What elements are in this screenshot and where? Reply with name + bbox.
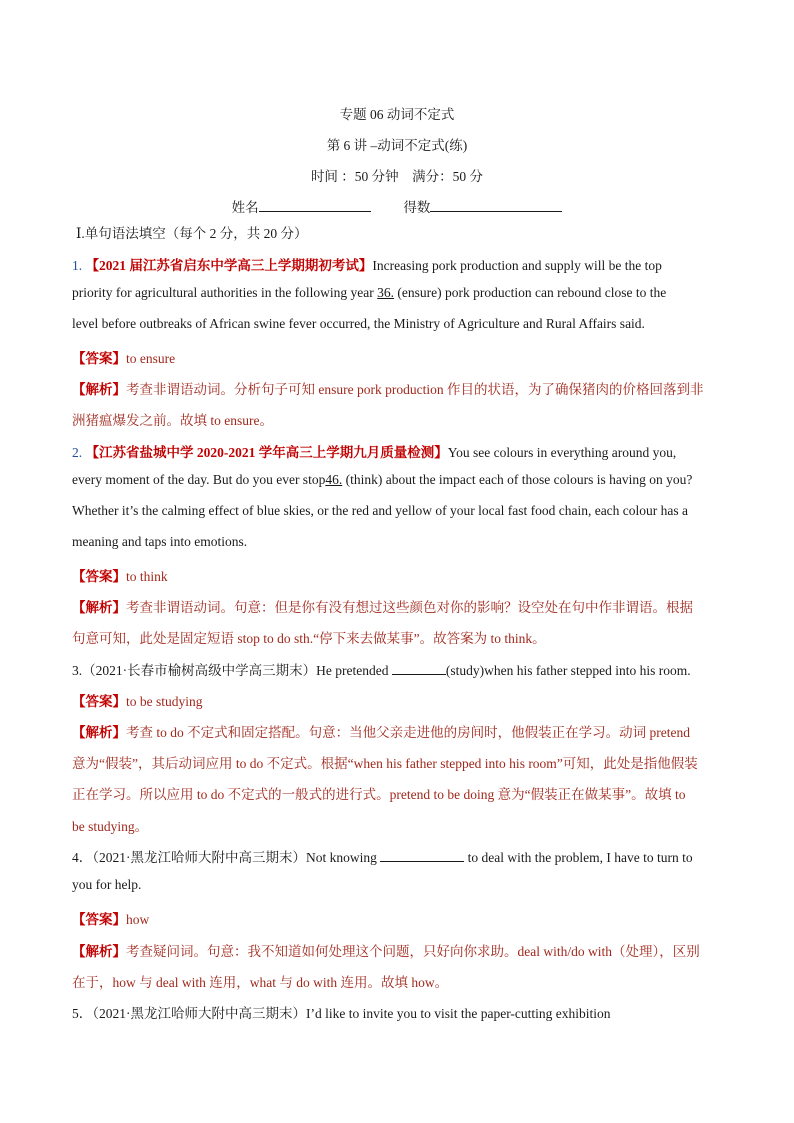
q2-analysis-2: 句意可知，此处是固定短语 stop to do sth.“停下来去做某事”。故答案为 to think。 (72, 631, 546, 646)
section-title: Ⅰ.单句语法填空（每个 2 分，共 20 分） (76, 226, 308, 241)
analysis-text: 考查非谓语动词。分析句子可知 ensure pork production 作目的状语，为了确保猪肉的价格回落到非 (126, 382, 704, 397)
analysis-text: 考查疑问词。句意：我不知道如何处理这个问题，只好向你求助。deal with/do with（处理），区别 (126, 944, 700, 959)
q4-text-b: to deal with the problem, I have to turn to (464, 850, 693, 865)
q2-text-2a: every moment of the day. But do you ever stop (72, 472, 326, 487)
q2-text-1: You see colours in everything around you, (447, 445, 677, 460)
answer-label: 【答案】 (72, 694, 126, 709)
analysis-label: 【解析】 (72, 600, 126, 615)
answer-text: how (126, 912, 150, 927)
q5-line-1: 5．（2021·黑龙江哈师大附中高三期末）I’d like to invite you to visit the paper-cutting exhibition (72, 1006, 611, 1021)
q1-line-2 (72, 285, 732, 301)
analysis-text: 考查非谓语动词。句意：但是你有没有想过这些颜色对你的影响？设空处在句中作非谓语。根据 (126, 600, 693, 615)
q2-analysis-1 (72, 596, 732, 616)
q2-text-2b: (think) about the impact each of those colours is having on you? (342, 472, 693, 487)
name-label: 姓名 (231, 200, 259, 215)
q1-line-3: level before outbreaks of African swine fever occurred, the Ministry of Agriculture and Rural Affairs said. (72, 316, 645, 331)
q4-answer (72, 908, 732, 928)
q2-line-2 (72, 472, 732, 488)
q4-line-2: you for help. (72, 877, 142, 892)
q1-line-1 (72, 254, 732, 274)
q3-blank[interactable] (392, 662, 446, 675)
name-blank[interactable] (259, 199, 371, 212)
answer-text: to ensure (126, 351, 176, 366)
q1-number: 1. (72, 258, 83, 273)
score-blank[interactable] (430, 199, 562, 212)
q3-text-b: (study)when his father stepped into his room. (445, 663, 691, 678)
analysis-text: 考查 to do 不定式和固定搭配。句意：当他父亲走进他的房间时，他假装正在学习。动词 pretend (126, 725, 690, 740)
q3-analysis-2: 意为“假装”，其后动词应用 to do 不定式。根据“when his father stepped into his room”可知，此处是指他假装 (72, 756, 698, 771)
answer-text: to think (126, 569, 168, 584)
doc-title: 专题 06 动词不定式 (339, 107, 455, 122)
score-label: 得数 (403, 200, 431, 215)
q1-analysis-1 (72, 378, 732, 398)
answer-label: 【答案】 (72, 569, 126, 584)
q4-blank[interactable] (380, 849, 464, 862)
q2-line-1 (72, 441, 732, 461)
q1-answer (72, 347, 732, 367)
q3-line-1 (72, 659, 732, 679)
q2-blank[interactable]: 46. (325, 472, 343, 487)
doc-time: 时间 ：50 分钟 满分：50 分 (310, 169, 484, 184)
analysis-label: 【解析】 (72, 725, 126, 740)
q4-text-a: 4．（2021·黑龙江哈师大附中高三期末）Not knowing (72, 850, 381, 865)
q2-source: 【江苏省盐城中学 2020-2021 学年高三上学期九月质量检测】 (85, 445, 448, 460)
q2-answer (72, 565, 732, 585)
analysis-label: 【解析】 (72, 944, 126, 959)
answer-label: 【答案】 (72, 351, 126, 366)
q3-answer (72, 690, 732, 710)
q2-number: 2. (72, 445, 83, 460)
q1-source: 【2021 届江苏省启东中学高三上学期期初考试】 (85, 258, 373, 273)
q2-line-4: meaning and taps into emotions. (72, 534, 248, 549)
q4-line-1 (72, 846, 732, 866)
q3-text-a: 3.（2021·长春市榆树高级中学高三期末）He pretended (72, 663, 392, 678)
q4-analysis-2: 在于，how 与 deal with 连用，what 与 do with 连用。故填 how。 (72, 975, 449, 990)
q3-analysis-3: 正在学习。所以应用 to do 不定式的一般式的进行式。pretend to be doing 意为“假装正在做某事”。故填 to (72, 787, 686, 802)
answer-label: 【答案】 (72, 912, 126, 927)
q3-analysis-1 (72, 721, 732, 741)
answer-text: to be studying (126, 694, 203, 709)
doc-subtitle: 第 6 讲 –动词不定式(练) (326, 138, 468, 153)
q4-analysis-1 (72, 940, 732, 960)
q1-analysis-2: 洲猪瘟爆发之前。故填 to ensure。 (72, 413, 273, 428)
q2-line-3: Whether it’s the calming effect of blue skies, or the red and yellow of your local fast food chain, each colour has a (72, 503, 689, 518)
name-score-row (0, 196, 794, 216)
q1-text-2b: (ensure) pork production can rebound close to the (394, 285, 667, 300)
q1-blank[interactable]: 36. (377, 285, 395, 300)
analysis-label: 【解析】 (72, 382, 126, 397)
q3-analysis-4: be studying。 (72, 819, 149, 834)
q1-text-2a: priority for agricultural authorities in the following year (72, 285, 378, 300)
q1-text-1: Increasing pork production and supply will be the top (372, 258, 662, 273)
